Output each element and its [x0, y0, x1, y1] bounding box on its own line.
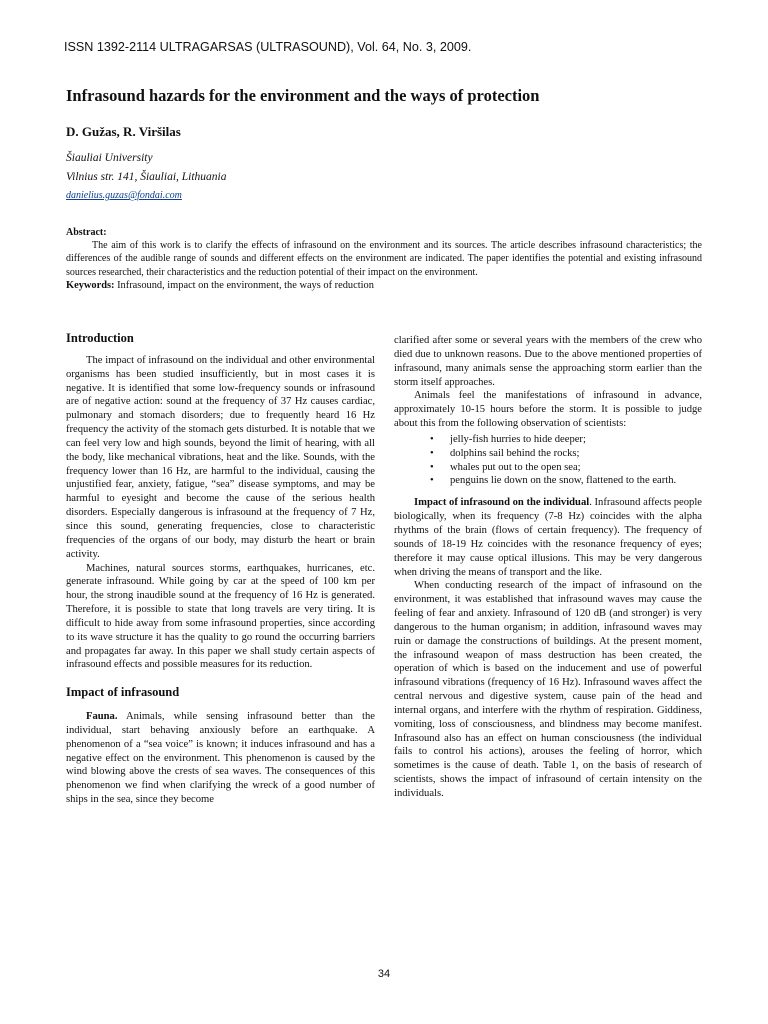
list-item: • whales put out to the open sea; — [450, 461, 702, 475]
list-item: • dolphins sail behind the rocks; — [450, 447, 702, 461]
affiliation-university: Šiauliai University — [66, 152, 153, 164]
fauna-text: Animals, while sensing infrasound better than the individual, start behaving anxiously before an earthquake. A phenomenon of a “sea voice” is known; it induces infrasound and has a negative effect on the environment. This phenomenon is caused by the wind blowing above the crests of sea waves. The consequences of this phenomenon we find when clarifying the wreck of a good number of ships in the sea, since they become — [66, 711, 375, 806]
paper-title: Infrasound hazards for the environment and the ways of protection — [66, 86, 540, 105]
keywords-label: Keywords: — [66, 279, 115, 291]
keywords-text: Infrasound, impact on the environment, the ways of reduction — [114, 279, 374, 291]
affiliation-address: Vilnius str. 141, Šiauliai, Lithuania — [66, 171, 227, 183]
observations-list — [394, 433, 702, 488]
page-number: 34 — [377, 968, 391, 980]
animals-paragraph: Animals feel the manifestations of infrasound in advance, approximately 10-15 hours before the storm. It is possible to judge about this from the following observation of scientists: — [394, 390, 702, 430]
abstract-block — [66, 226, 702, 292]
research-paragraph: When conducting research of the impact of infrasound on the environment, it was established that infrasound waves may cause the feeling of fear and anxiety. Infrasound of 120 dB (and stronger) is very dangerous to the human organism; in addition, infrasound waves may ruin or damage the constructions of buildings. At the present moment, the infrasound weapon of mass destruction has been created, the operation of which is based on the inducement and use of powerful infrasound vibrations (frequency of 16 Hz). Infrasound waves affect the central nervous and digestive system, cause pain of the head and internal organs, and interfere with the rhythm of respiration. Giddiness, vomiting, loss of consciousness, and blindness may become manifest. Infrasound also has an effect on human consciousness (the individual fails to control his actions), arouses the feeling of horror, which sometimes is the cause of death. Table 1, on the basis of research of scientists, shows the impact of infrasound of certain intensity on the individuals. — [394, 580, 702, 799]
journal-header: ISSN 1392-2114 ULTRAGARSAS (ULTRASOUND), Vol. 64, No. 3, 2009. — [64, 40, 472, 54]
list-item: • penguins lie down on the snow, flattened to the earth. — [450, 474, 702, 488]
right-column — [394, 334, 702, 801]
individual-paragraph — [394, 496, 702, 579]
introduction-heading: Introduction — [66, 331, 134, 345]
list-item: • jelly-fish hurries to hide deeper; — [450, 433, 702, 447]
continued-paragraph: clarified after some or several years with the members of the crew who died due to unknown reasons. Due to the above mentioned properties of infrasound, many animals sense the approaching storm earlier than the storm itself approaches. — [394, 335, 702, 388]
impact-heading: Impact of infrasound — [66, 685, 180, 700]
keywords-line — [66, 279, 702, 292]
abstract-text: The aim of this work is to clarify the effects of infrasound on the environment and its sources. The article describes infrasound characteristics; the differences of the audible range of sounds and different effects on the environment are indicated. The paper identifies the potential and existing infrasound sources researched, their characteristics and the reduction potential of their impact on the environment. — [66, 240, 702, 278]
fauna-paragraph — [66, 710, 375, 807]
individual-label: Impact of infrasound on the individual — [414, 497, 590, 509]
introduction-paragraph-2: Machines, natural sources storms, earthquakes, hurricanes, etc. generate infrasound. While going by car at the speed of 100 km per hour, the strong inaudible sound at the frequency of 16 Hz is generated. Therefore, it is possible to state that long travels are very tiring. It is difficult to hide away from some infrasound properties, since according to its wave structure it has the quality to go round the occurring barriers and propagates far away. In this paper we shall study certain aspects of infrasound effects and possible measures for its reduction. — [66, 562, 375, 671]
author-email-link[interactable]: danielius.guzas@fondai.com — [66, 190, 182, 201]
fauna-label: Fauna. — [86, 711, 118, 723]
individual-text: . Infrasound affects people biologically, when its frequency (7-8 Hz) coincides with the alpha rhythms of the brain (flows of certain frequency). The frequency of sounds of 18-19 Hz coincides with the resonance frequency of eyes; therefore it may cause optical illusions. This may be very dangerous when driving the means of transport and the like. — [394, 497, 702, 578]
authors: D. Gužas, R. Viršilas — [66, 124, 181, 139]
introduction-paragraph-1: The impact of infrasound on the individual and other environmental organisms has been studied insufficiently, but in most cases it is negative. It is identified that some low-frequency sounds or infrasound are of negative action: sound at the frequency of 37 Hz causes cardiac, pulmonary and stomach disorders; due to frequently heard 16 Hz frequency the activity of the stomach gets disturbed. It is notable that we can feel very low and high sounds, beyond the limit of hearing, with all the body, like mechanical vibrations, heat and the like. Sounds, with the frequency lower than 16 Hz, are harmful to the individual, causing the unjustified fear, anxiety, fatigue, “sea” disease symptoms, and may be harmful to eyesight and become the cause of the serious health disorders. Especially dangerous is infrasound at the frequency of 7 Hz, since this sound, generating frequencies, close to characteristic frequencies of the organs of our body, may disturb the heart or brain activity. — [66, 354, 375, 560]
left-column — [66, 332, 375, 807]
abstract-label: Abstract: — [66, 227, 107, 238]
